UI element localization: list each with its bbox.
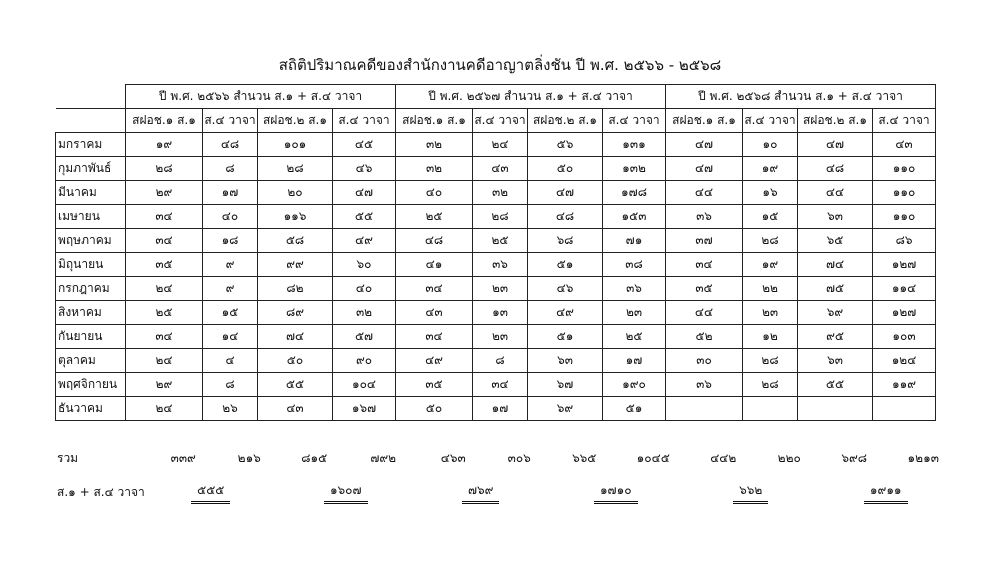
total-value: ๗๙๒ xyxy=(370,450,397,465)
corner-cell xyxy=(56,85,126,109)
combined-cell xyxy=(415,475,547,509)
value-cell: ๑๙๐ xyxy=(603,373,666,397)
total-value: ๓๓๙ xyxy=(170,450,196,465)
value-cell: ๓๔ xyxy=(126,205,203,229)
value-cell: ๑๑๖ xyxy=(258,205,333,229)
value-cell: ๔๓ xyxy=(258,397,333,421)
value-cell: ๕๑ xyxy=(528,325,603,349)
value-cell: ๑๒๗ xyxy=(873,253,936,277)
month-label: กรกฎาคม xyxy=(56,277,126,301)
value-cell: ๓๖ xyxy=(666,373,743,397)
value-cell: ๑๙ xyxy=(743,253,798,277)
value-cell: ๑๗ xyxy=(473,397,528,421)
sub-header-row xyxy=(56,109,936,133)
value-cell: ๓๕ xyxy=(666,277,743,301)
combined-cell xyxy=(817,475,955,509)
value-cell: ๒๘ xyxy=(473,205,528,229)
page-title: สถิติปริมาณคดีของสำนักงานคดีอาญาตลิ่งชัน ปี พ.ศ. ๒๕๖๖ - ๒๕๖๘ xyxy=(278,56,722,74)
value-cell: ๔๗ xyxy=(666,133,743,157)
value-cell: ๙ xyxy=(203,277,258,301)
value-cell: ๘๙ xyxy=(258,301,333,325)
value-cell: ๑๕๓ xyxy=(603,205,666,229)
value-cell: ๔๖ xyxy=(333,157,396,181)
value-cell: ๖๕ xyxy=(798,229,873,253)
value-cell: ๗๔ xyxy=(798,253,873,277)
value-cell: ๑๐๑ xyxy=(258,133,333,157)
value-cell: ๑๕ xyxy=(203,301,258,325)
month-label: มกราคม xyxy=(56,133,126,157)
value-cell: ๒๕ xyxy=(126,301,203,325)
total-label: รวม xyxy=(57,450,79,465)
table-row xyxy=(56,133,936,157)
value-cell: ๑๐๓ xyxy=(873,325,936,349)
value-cell: ๕๗ xyxy=(333,325,396,349)
sub-header: ส.๔ วาจา xyxy=(603,109,666,133)
value-cell: ๘๖ xyxy=(873,229,936,253)
value-cell xyxy=(743,397,798,421)
sub-header: สฝอช.๒ ส.๑ xyxy=(258,109,333,133)
value-cell: ๑๒ xyxy=(743,325,798,349)
combined-value: ๗๖๙ xyxy=(462,481,499,504)
value-cell: ๑๖ xyxy=(743,181,798,205)
value-cell: ๔๐ xyxy=(396,181,473,205)
combined-cell xyxy=(145,475,277,509)
value-cell: ๔๗ xyxy=(666,157,743,181)
combined-value: ๕๕๕ xyxy=(191,481,230,504)
value-cell: ๓๖ xyxy=(473,253,528,277)
month-label: สิงหาคม xyxy=(56,301,126,325)
value-cell: ๖๐ xyxy=(333,253,396,277)
total-value: ๘๑๕ xyxy=(301,450,328,465)
value-cell: ๑๑๔ xyxy=(873,277,936,301)
value-cell: ๓๖ xyxy=(666,205,743,229)
year-header-2567: ปี พ.ศ. ๒๕๖๗ สำนวน ส.๑ + ส.๔ วาจา xyxy=(396,85,666,109)
value-cell: ๑๕ xyxy=(743,205,798,229)
value-cell: ๓๘ xyxy=(603,253,666,277)
totals-row xyxy=(55,441,955,475)
blank-cell xyxy=(56,109,126,133)
table-row xyxy=(56,349,936,373)
value-cell: ๒๓ xyxy=(743,301,798,325)
combined-cell xyxy=(277,475,415,509)
value-cell: ๓๖ xyxy=(603,277,666,301)
value-cell: ๑๑๙ xyxy=(873,373,936,397)
value-cell xyxy=(873,397,936,421)
value-cell: ๑๘ xyxy=(203,229,258,253)
value-cell: ๕๕ xyxy=(798,373,873,397)
sub-header: ส.๔ วาจา xyxy=(473,109,528,133)
total-value: ๒๑๖ xyxy=(237,450,261,465)
value-cell: ๒๔ xyxy=(126,397,203,421)
sub-header: ส.๔ วาจา xyxy=(743,109,798,133)
sub-header: สฝอช.๒ ส.๑ xyxy=(798,109,873,133)
total-value: ๑๒๑๓ xyxy=(907,450,939,465)
value-cell: ๕๐ xyxy=(258,349,333,373)
sub-header: สฝอช.๑ ส.๑ xyxy=(396,109,473,133)
value-cell: ๔๘ xyxy=(203,133,258,157)
value-cell: ๒๕ xyxy=(473,229,528,253)
combined-value: ๖๖๒ xyxy=(733,481,768,504)
value-cell: ๑๙ xyxy=(743,157,798,181)
value-cell: ๘ xyxy=(473,349,528,373)
value-cell: ๒๘ xyxy=(258,157,333,181)
value-cell: ๓๔ xyxy=(473,373,528,397)
month-label: กุมภาพันธ์ xyxy=(56,157,126,181)
value-cell: ๔๘ xyxy=(396,229,473,253)
value-cell: ๒๒ xyxy=(743,277,798,301)
value-cell: ๑๗ xyxy=(203,181,258,205)
total-value: ๖๖๕ xyxy=(572,450,597,465)
combined-totals-row xyxy=(55,475,955,509)
table-row xyxy=(56,157,936,181)
total-value: ๖๙๘ xyxy=(841,450,868,465)
month-label: มีนาคม xyxy=(56,181,126,205)
table-row xyxy=(56,325,936,349)
sub-header: ส.๔ วาจา xyxy=(873,109,936,133)
value-cell: ๖๘ xyxy=(528,229,603,253)
table-row xyxy=(56,277,936,301)
value-cell: ๗๕ xyxy=(798,277,873,301)
value-cell: ๙๐ xyxy=(333,349,396,373)
table-row xyxy=(56,397,936,421)
value-cell: ๕๑ xyxy=(603,397,666,421)
value-cell: ๖๗ xyxy=(528,373,603,397)
value-cell: ๗๑ xyxy=(603,229,666,253)
value-cell: ๘๒ xyxy=(258,277,333,301)
value-cell: ๔๗ xyxy=(528,181,603,205)
month-label: ตุลาคม xyxy=(56,349,126,373)
value-cell: ๒๔ xyxy=(473,133,528,157)
value-cell: ๔๐ xyxy=(203,205,258,229)
value-cell: ๔๐ xyxy=(333,277,396,301)
value-cell: ๘ xyxy=(203,373,258,397)
value-cell: ๒๓ xyxy=(473,277,528,301)
value-cell: ๔๙ xyxy=(396,349,473,373)
value-cell: ๒๓ xyxy=(473,325,528,349)
value-cell: ๑๙ xyxy=(126,133,203,157)
year-header-2568: ปี พ.ศ. ๒๕๖๘ สำนวน ส.๑ + ส.๔ วาจา xyxy=(666,85,936,109)
value-cell: ๔๓ xyxy=(873,133,936,157)
sub-header: สฝอช.๒ ส.๑ xyxy=(528,109,603,133)
value-cell: ๑๓ xyxy=(473,301,528,325)
value-cell: ๒๙ xyxy=(126,181,203,205)
value-cell: ๖๙ xyxy=(798,301,873,325)
totals-section xyxy=(55,441,955,509)
value-cell: ๔๗ xyxy=(798,133,873,157)
month-label: เมษายน xyxy=(56,205,126,229)
value-cell: ๓๒ xyxy=(333,301,396,325)
value-cell: ๔๓ xyxy=(473,157,528,181)
combined-value: ๑๙๑๑ xyxy=(864,481,908,504)
combined-value: ๑๗๑๐ xyxy=(594,481,638,504)
value-cell: ๙๙ xyxy=(258,253,333,277)
value-cell: ๑๒๔ xyxy=(873,349,936,373)
value-cell: ๑๗ xyxy=(603,349,666,373)
value-cell: ๔ xyxy=(203,349,258,373)
total-value: ๔๔๒ xyxy=(710,450,737,465)
value-cell: ๒๕ xyxy=(603,325,666,349)
value-cell: ๔๗ xyxy=(333,181,396,205)
month-label: ธันวาคม xyxy=(56,397,126,421)
sub-header: ส.๔ วาจา xyxy=(203,109,258,133)
value-cell: ๔๓ xyxy=(396,301,473,325)
value-cell: ๕๖ xyxy=(528,133,603,157)
value-cell: ๑๖๗ xyxy=(333,397,396,421)
value-cell: ๓๔ xyxy=(396,277,473,301)
sub-header: ส.๔ วาจา xyxy=(333,109,396,133)
value-cell: ๒๘ xyxy=(743,229,798,253)
value-cell: ๒๘ xyxy=(126,157,203,181)
table-row xyxy=(56,373,936,397)
combined-cell xyxy=(547,475,685,509)
sub-header: สฝอช.๑ ส.๑ xyxy=(666,109,743,133)
table-row xyxy=(56,205,936,229)
value-cell: ๓๒ xyxy=(396,157,473,181)
value-cell: ๕๒ xyxy=(666,325,743,349)
value-cell: ๓๔ xyxy=(126,325,203,349)
value-cell: ๕๘ xyxy=(258,229,333,253)
value-cell: ๔๕ xyxy=(333,133,396,157)
statistics-table xyxy=(55,84,936,421)
value-cell: ๘ xyxy=(203,157,258,181)
total-value: ๓๐๖ xyxy=(507,450,531,465)
value-cell: ๔๙ xyxy=(333,229,396,253)
value-cell: ๑๐ xyxy=(743,133,798,157)
value-cell: ๓๒ xyxy=(396,133,473,157)
value-cell: ๗๔ xyxy=(258,325,333,349)
table-row xyxy=(56,253,936,277)
value-cell: ๔๘ xyxy=(528,205,603,229)
value-cell: ๔๙ xyxy=(528,301,603,325)
sub-header: สฝอช.๑ ส.๑ xyxy=(126,109,203,133)
value-cell: ๑๓๒ xyxy=(603,157,666,181)
value-cell: ๕๐ xyxy=(396,397,473,421)
value-cell: ๕๑ xyxy=(528,253,603,277)
value-cell: ๑๑๐ xyxy=(873,205,936,229)
month-label: พฤษภาคม xyxy=(56,229,126,253)
value-cell xyxy=(798,397,873,421)
year-header-row xyxy=(56,85,936,109)
value-cell: ๔๖ xyxy=(528,277,603,301)
value-cell: ๑๑๐ xyxy=(873,157,936,181)
value-cell: ๔๑ xyxy=(396,253,473,277)
total-value: ๑๐๔๕ xyxy=(636,450,670,465)
table-row xyxy=(56,301,936,325)
value-cell: ๔๘ xyxy=(798,157,873,181)
value-cell: ๓๔ xyxy=(126,229,203,253)
total-value: ๔๖๓ xyxy=(440,450,466,465)
value-cell: ๖๓ xyxy=(798,205,873,229)
value-cell: ๒๖ xyxy=(203,397,258,421)
value-cell: ๓๔ xyxy=(396,325,473,349)
value-cell: ๒๔ xyxy=(126,349,203,373)
value-cell: ๒๓ xyxy=(603,301,666,325)
table-row xyxy=(56,229,936,253)
value-cell: ๓๗ xyxy=(666,229,743,253)
value-cell: ๑๗๘ xyxy=(603,181,666,205)
month-label: พฤศจิกายน xyxy=(56,373,126,397)
combined-label: ส.๑ + ส.๔ วาจา xyxy=(57,484,145,499)
month-label: มิถุนายน xyxy=(56,253,126,277)
value-cell: ๔๔ xyxy=(666,301,743,325)
value-cell: ๙ xyxy=(203,253,258,277)
table-body xyxy=(56,133,936,421)
value-cell: ๒๕ xyxy=(396,205,473,229)
value-cell: ๒๐ xyxy=(258,181,333,205)
value-cell: ๓๐ xyxy=(666,349,743,373)
value-cell: ๕๕ xyxy=(258,373,333,397)
value-cell: ๓๕ xyxy=(396,373,473,397)
year-header-2566: ปี พ.ศ. ๒๕๖๖ สำนวน ส.๑ + ส.๔ วาจา xyxy=(126,85,396,109)
value-cell: ๑๒๗ xyxy=(873,301,936,325)
value-cell: ๖๙ xyxy=(528,397,603,421)
combined-cell xyxy=(685,475,817,509)
value-cell: ๙๕ xyxy=(798,325,873,349)
value-cell: ๓๕ xyxy=(126,253,203,277)
table-row xyxy=(56,181,936,205)
value-cell: ๑๑๐ xyxy=(873,181,936,205)
value-cell: ๑๐๔ xyxy=(333,373,396,397)
value-cell: ๑๔ xyxy=(203,325,258,349)
value-cell: ๑๓๑ xyxy=(603,133,666,157)
value-cell: ๒๔ xyxy=(126,277,203,301)
value-cell: ๕๐ xyxy=(528,157,603,181)
value-cell: ๕๕ xyxy=(333,205,396,229)
value-cell: ๔๔ xyxy=(666,181,743,205)
value-cell: ๒๙ xyxy=(126,373,203,397)
value-cell xyxy=(666,397,743,421)
value-cell: ๓๔ xyxy=(666,253,743,277)
value-cell: ๓๒ xyxy=(473,181,528,205)
value-cell: ๖๓ xyxy=(528,349,603,373)
value-cell: ๔๔ xyxy=(798,181,873,205)
month-label: กันยายน xyxy=(56,325,126,349)
total-value: ๒๒๐ xyxy=(777,450,801,465)
combined-value: ๑๖๐๗ xyxy=(324,481,368,504)
value-cell: ๒๘ xyxy=(743,349,798,373)
value-cell: ๒๘ xyxy=(743,373,798,397)
value-cell: ๖๓ xyxy=(798,349,873,373)
